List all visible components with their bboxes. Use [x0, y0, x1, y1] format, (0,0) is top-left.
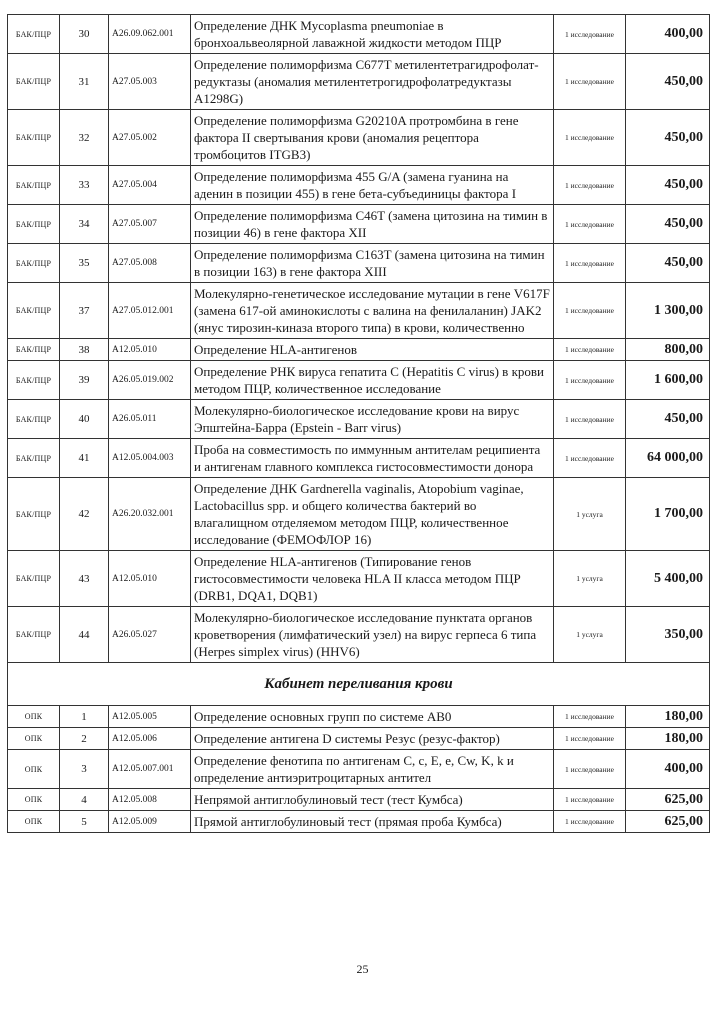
department-cell: БАК/ПЦР — [8, 244, 60, 283]
unit-cell: 1 исследование — [554, 728, 626, 750]
row-number-cell: 33 — [60, 166, 109, 205]
department-cell: БАК/ПЦР — [8, 110, 60, 166]
table-row — [8, 54, 710, 110]
table-row — [8, 339, 710, 361]
service-name-cell: Определение полиморфизма C677T метилентетрагидрофолат-редуктазы (аномалия метилентетрогидрофолатредуктазы A1298G) — [191, 54, 554, 110]
price-cell: 180,00 — [626, 706, 710, 728]
service-name-cell: Определение РНК вируса гепатита С (Hepatitis C virus) в крови методом ПЦР, количественное исследование — [191, 361, 554, 400]
price-cell: 1 300,00 — [626, 283, 710, 339]
row-number-cell: 3 — [60, 750, 109, 789]
row-number-cell: 32 — [60, 110, 109, 166]
price-cell: 800,00 — [626, 339, 710, 361]
unit-cell: 1 исследование — [554, 361, 626, 400]
row-number-cell: 31 — [60, 54, 109, 110]
unit-cell: 1 исследование — [554, 439, 626, 478]
service-name-cell: Молекулярно-генетическое исследование мутации в гене V617F (замена 617-ой аминокислоты с валина на фенилаланин) JAK2 (янус тирозин-киназа второго типа) в крови, количественно — [191, 283, 554, 339]
table-row — [8, 244, 710, 283]
row-number-cell: 2 — [60, 728, 109, 750]
table-row — [8, 110, 710, 166]
table-row — [8, 706, 710, 728]
price-cell: 450,00 — [626, 54, 710, 110]
unit-cell: 1 исследование — [554, 706, 626, 728]
service-name-cell: Определение фенотипа по антигенам C, c, E, e, Cw, K, k и определение антиэритроцитарных антител — [191, 750, 554, 789]
table-row — [8, 166, 710, 205]
unit-cell: 1 исследование — [554, 110, 626, 166]
department-cell: БАК/ПЦР — [8, 339, 60, 361]
price-cell: 450,00 — [626, 205, 710, 244]
department-cell: БАК/ПЦР — [8, 54, 60, 110]
service-name-cell: Определение полиморфизма 455 G/A (замена гуанина на аденин в позиции 455) в гене бета-субъединицы фактора I — [191, 166, 554, 205]
table-row — [8, 750, 710, 789]
price-cell: 5 400,00 — [626, 551, 710, 607]
row-number-cell: 30 — [60, 15, 109, 54]
unit-cell: 1 исследование — [554, 54, 626, 110]
price-cell: 400,00 — [626, 15, 710, 54]
table-row — [8, 283, 710, 339]
row-number-cell: 43 — [60, 551, 109, 607]
unit-cell: 1 исследование — [554, 811, 626, 833]
row-number-cell: 5 — [60, 811, 109, 833]
service-name-cell: Определение полиморфизма C46T (замена цитозина на тимин в позиции 46) в гене фактора XII — [191, 205, 554, 244]
department-cell: ОПК — [8, 789, 60, 811]
service-code-cell: А27.05.012.001 — [109, 283, 191, 339]
price-cell: 1 600,00 — [626, 361, 710, 400]
table-row — [8, 478, 710, 551]
department-cell: БАК/ПЦР — [8, 283, 60, 339]
department-cell: БАК/ПЦР — [8, 478, 60, 551]
table-row — [8, 439, 710, 478]
service-name-cell: Молекулярно-биологическое исследование пунктата органов кроветворения (лимфатический узел) на вирус герпеса 6 типа (Herpes simplex virus) (HHV6) — [191, 607, 554, 663]
service-name-cell: Проба на совместимость по иммунным антителам реципиента и антигенам главного комплекса гистосовместимости донора — [191, 439, 554, 478]
unit-cell: 1 исследование — [554, 166, 626, 205]
lab-services-rows — [8, 15, 710, 663]
department-cell: БАК/ПЦР — [8, 205, 60, 244]
department-cell: БАК/ПЦР — [8, 361, 60, 400]
unit-cell: 1 исследование — [554, 400, 626, 439]
price-cell: 625,00 — [626, 789, 710, 811]
unit-cell: 1 исследование — [554, 15, 626, 54]
price-list-page — [7, 14, 709, 833]
department-cell: БАК/ПЦР — [8, 439, 60, 478]
service-name-cell: Непрямой антиглобулиновый тест (тест Кумбса) — [191, 789, 554, 811]
price-cell: 350,00 — [626, 607, 710, 663]
service-code-cell: А26.05.027 — [109, 607, 191, 663]
unit-cell: 1 услуга — [554, 478, 626, 551]
service-code-cell: А26.05.011 — [109, 400, 191, 439]
service-name-cell: Определение HLA-антигенов (Типирование генов гистосовместимости человека HLA II класса методом ПЦР (DRB1, DQA1, DQB1) — [191, 551, 554, 607]
service-code-cell: А12.05.007.001 — [109, 750, 191, 789]
row-number-cell: 41 — [60, 439, 109, 478]
service-code-cell: А26.09.062.001 — [109, 15, 191, 54]
service-code-cell: А12.05.009 — [109, 811, 191, 833]
page-number: 25 — [356, 962, 369, 976]
service-code-cell: А26.20.032.001 — [109, 478, 191, 551]
table-row — [8, 400, 710, 439]
unit-cell: 1 исследование — [554, 750, 626, 789]
table-row — [8, 551, 710, 607]
row-number-cell: 42 — [60, 478, 109, 551]
price-cell: 64 000,00 — [626, 439, 710, 478]
service-code-cell: А27.05.003 — [109, 54, 191, 110]
unit-cell: 1 исследование — [554, 339, 626, 361]
price-cell: 180,00 — [626, 728, 710, 750]
unit-cell: 1 исследование — [554, 205, 626, 244]
row-number-cell: 37 — [60, 283, 109, 339]
table-row — [8, 361, 710, 400]
row-number-cell: 44 — [60, 607, 109, 663]
service-code-cell: А27.05.002 — [109, 110, 191, 166]
service-name-cell: Молекулярно-биологическое исследование крови на вирус Эпштейна-Барра (Epstein - Barr virus) — [191, 400, 554, 439]
service-code-cell: А12.05.006 — [109, 728, 191, 750]
table-row — [8, 205, 710, 244]
service-code-cell: А27.05.007 — [109, 205, 191, 244]
price-cell: 1 700,00 — [626, 478, 710, 551]
table-row — [8, 607, 710, 663]
service-name-cell: Определение полиморфизма G20210A протромбина в гене фактора II свертывания крови (аномалия рецептора тромбоцитов ITGB3) — [191, 110, 554, 166]
price-cell: 450,00 — [626, 166, 710, 205]
price-cell: 450,00 — [626, 110, 710, 166]
table-row — [8, 15, 710, 54]
price-cell: 450,00 — [626, 244, 710, 283]
department-cell: ОПК — [8, 706, 60, 728]
service-code-cell: А27.05.004 — [109, 166, 191, 205]
transfusion-services-rows — [8, 706, 710, 833]
row-number-cell: 4 — [60, 789, 109, 811]
service-name-cell: Прямой антиглобулиновый тест (прямая проба Кумбса) — [191, 811, 554, 833]
unit-cell: 1 услуга — [554, 551, 626, 607]
price-table — [7, 14, 710, 833]
row-number-cell: 38 — [60, 339, 109, 361]
service-name-cell: Определение HLA-антигенов — [191, 339, 554, 361]
service-name-cell: Определение ДНК Gardnerella vaginalis, Atopobium vaginae, Lactobacillus spp. и общего количества бактерий во влагалищном отделяемом методом ПЦР, количественное исследование (ФЕМОФЛОР 16) — [191, 478, 554, 551]
row-number-cell: 35 — [60, 244, 109, 283]
department-cell: БАК/ПЦР — [8, 551, 60, 607]
table-row — [8, 789, 710, 811]
table-row — [8, 728, 710, 750]
price-cell: 450,00 — [626, 400, 710, 439]
service-name-cell: Определение полиморфизма C163T (замена цитозина на тимин в позиции 163) в гене фактора XIII — [191, 244, 554, 283]
service-name-cell: Определение антигена D системы Резус (резус-фактор) — [191, 728, 554, 750]
unit-cell: 1 исследование — [554, 789, 626, 811]
price-cell: 625,00 — [626, 811, 710, 833]
unit-cell: 1 исследование — [554, 283, 626, 339]
section-header — [8, 663, 710, 706]
department-cell: ОПК — [8, 728, 60, 750]
unit-cell: 1 исследование — [554, 244, 626, 283]
service-code-cell: А27.05.008 — [109, 244, 191, 283]
service-code-cell: А12.05.008 — [109, 789, 191, 811]
row-number-cell: 40 — [60, 400, 109, 439]
department-cell: ОПК — [8, 811, 60, 833]
row-number-cell: 39 — [60, 361, 109, 400]
row-number-cell: 1 — [60, 706, 109, 728]
service-name-cell: Определение ДНК Mycoplasma pneumoniae в бронхоальвеолярной лаважной жидкости методом ПЦР — [191, 15, 554, 54]
service-code-cell: А12.05.005 — [109, 706, 191, 728]
service-name-cell: Определение основных групп по системе AB0 — [191, 706, 554, 728]
service-code-cell: А12.05.004.003 — [109, 439, 191, 478]
row-number-cell: 34 — [60, 205, 109, 244]
service-code-cell: А26.05.019.002 — [109, 361, 191, 400]
service-code-cell: А12.05.010 — [109, 339, 191, 361]
unit-cell: 1 услуга — [554, 607, 626, 663]
table-row — [8, 811, 710, 833]
department-cell: БАК/ПЦР — [8, 15, 60, 54]
section-row — [8, 663, 710, 706]
department-cell: БАК/ПЦР — [8, 166, 60, 205]
service-code-cell: А12.05.010 — [109, 551, 191, 607]
department-cell: БАК/ПЦР — [8, 400, 60, 439]
section-title: Кабинет переливания крови — [8, 663, 710, 706]
department-cell: БАК/ПЦР — [8, 607, 60, 663]
price-cell: 400,00 — [626, 750, 710, 789]
department-cell: ОПК — [8, 750, 60, 789]
